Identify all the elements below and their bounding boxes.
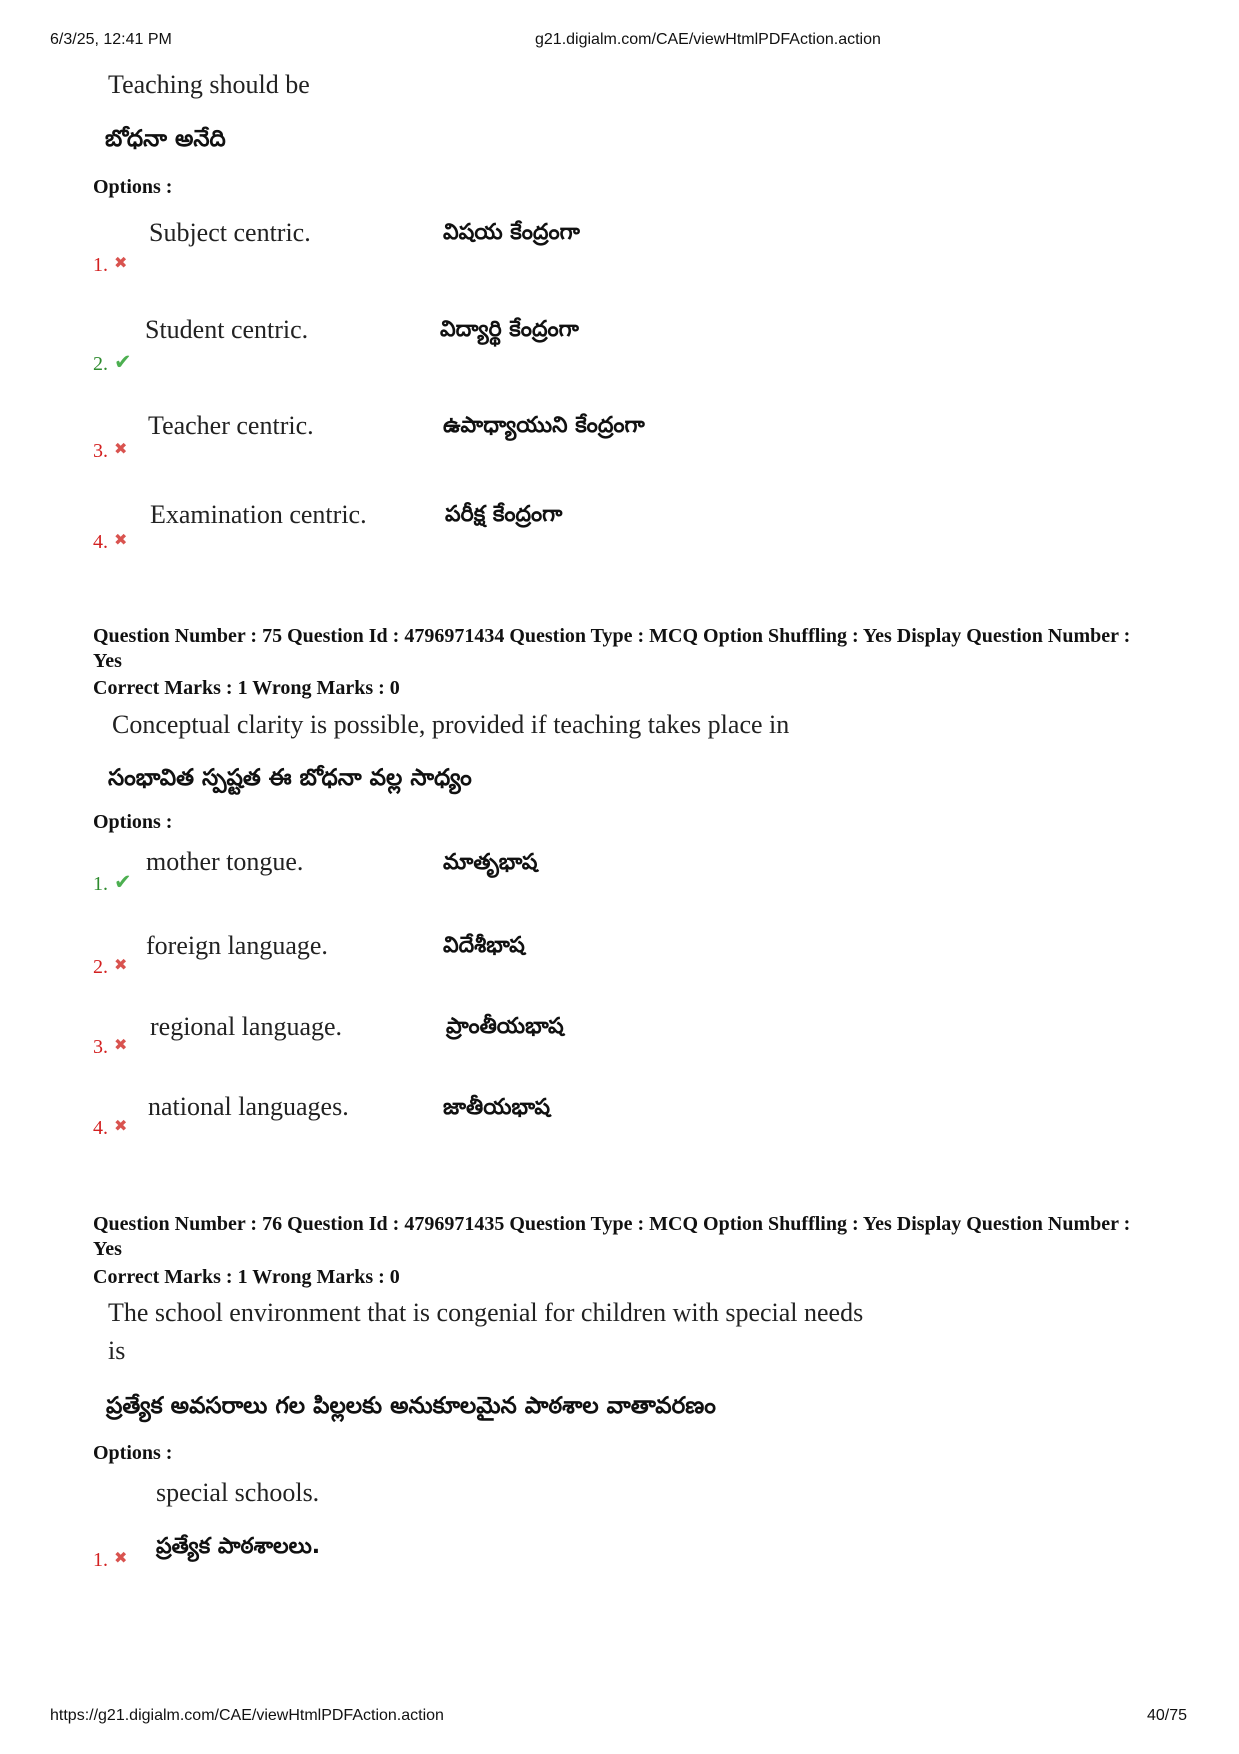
option-text-telugu: విద్యార్థి కేంద్రంగా <box>440 317 579 342</box>
cross-mark-icon: ✖ <box>114 439 128 458</box>
question-text-english-line2: is <box>108 1336 126 1365</box>
options-label: Options : <box>93 1442 173 1464</box>
question-text-english-line1: The school environment that is congenial for children with special needs <box>108 1298 864 1327</box>
cross-mark-icon: ✖ <box>114 1035 128 1054</box>
question-text-telugu: బోధనా అనేది <box>105 126 226 152</box>
option-text-english: regional language. <box>150 1012 343 1041</box>
question-marks: Correct Marks : 1 Wrong Marks : 0 <box>93 1266 400 1288</box>
option-number: 2. <box>93 956 108 978</box>
option-number: 2. <box>93 353 108 375</box>
option-text-telugu: ప్రాంతీయభాష <box>446 1014 564 1039</box>
option-text-telugu: ప్రత్యేక పాఠశాలలు. <box>156 1534 321 1559</box>
option-number: 3. <box>93 1036 108 1058</box>
question-text-telugu: సంభావిత స్పష్టత ఈ బోధనా వల్ల సాధ్యం <box>108 765 472 791</box>
option-number: 3. <box>93 440 108 462</box>
option-text-telugu: పరీక్ష కేంద్రంగా <box>445 502 563 527</box>
option-number: 4. <box>93 1117 108 1139</box>
option-text-telugu: విషయ కేంద్రంగా <box>443 220 580 245</box>
options-label: Options : <box>93 811 173 833</box>
question-marks: Correct Marks : 1 Wrong Marks : 0 <box>93 677 400 699</box>
question-text-english: Conceptual clarity is possible, provided if teaching takes place in <box>112 710 790 739</box>
print-url-footer: https://g21.digialm.com/CAE/viewHtmlPDFAction.action <box>50 1707 444 1724</box>
question-meta: Question Number : 76 Question Id : 4796971435 Question Type : MCQ Option Shuffling : Yes Display Question Number : Yes <box>93 1213 1131 1260</box>
option-text-telugu: జాతీయభాష <box>443 1095 551 1120</box>
option-number: 1. <box>93 873 108 895</box>
check-mark-icon: ✔ <box>114 350 132 374</box>
option-text-telugu: ఉపాధ్యాయుని కేంద్రంగా <box>443 413 645 438</box>
option-text-english: Student centric. <box>145 315 309 344</box>
option-number: 4. <box>93 531 108 553</box>
option-text-english: foreign language. <box>146 931 328 960</box>
option-text-english: special schools. <box>156 1478 320 1507</box>
question-meta: Question Number : 75 Question Id : 4796971434 Question Type : MCQ Option Shuffling : Yes Display Question Number : Yes <box>93 625 1131 672</box>
print-datetime: 6/3/25, 12:41 PM <box>50 31 172 48</box>
option-text-telugu: విదేశీభాష <box>443 933 525 958</box>
option-number: 1. <box>93 254 108 276</box>
option-text-english: mother tongue. <box>146 847 304 876</box>
cross-mark-icon: ✖ <box>114 1116 128 1135</box>
cross-mark-icon: ✖ <box>114 530 128 549</box>
question-text-english: Teaching should be <box>108 70 310 99</box>
cross-mark-icon: ✖ <box>114 253 128 272</box>
options-label: Options : <box>93 176 173 198</box>
cross-mark-icon: ✖ <box>114 1548 128 1567</box>
option-text-english: national languages. <box>148 1092 349 1121</box>
cross-mark-icon: ✖ <box>114 955 128 974</box>
print-url-header: g21.digialm.com/CAE/viewHtmlPDFAction.action <box>535 31 881 48</box>
option-text-telugu: మాతృభాష <box>443 850 538 875</box>
check-mark-icon: ✔ <box>114 870 132 894</box>
option-text-english: Subject centric. <box>149 218 311 247</box>
page-number: 40/75 <box>1147 1707 1188 1724</box>
option-number: 1. <box>93 1549 108 1571</box>
option-text-english: Teacher centric. <box>148 411 314 440</box>
question-text-telugu: ప్రత్యేక అవసరాలు గల పిల్లలకు అనుకూలమైన పాఠశాల వాతావరణం <box>106 1393 716 1419</box>
option-text-english: Examination centric. <box>150 500 367 529</box>
